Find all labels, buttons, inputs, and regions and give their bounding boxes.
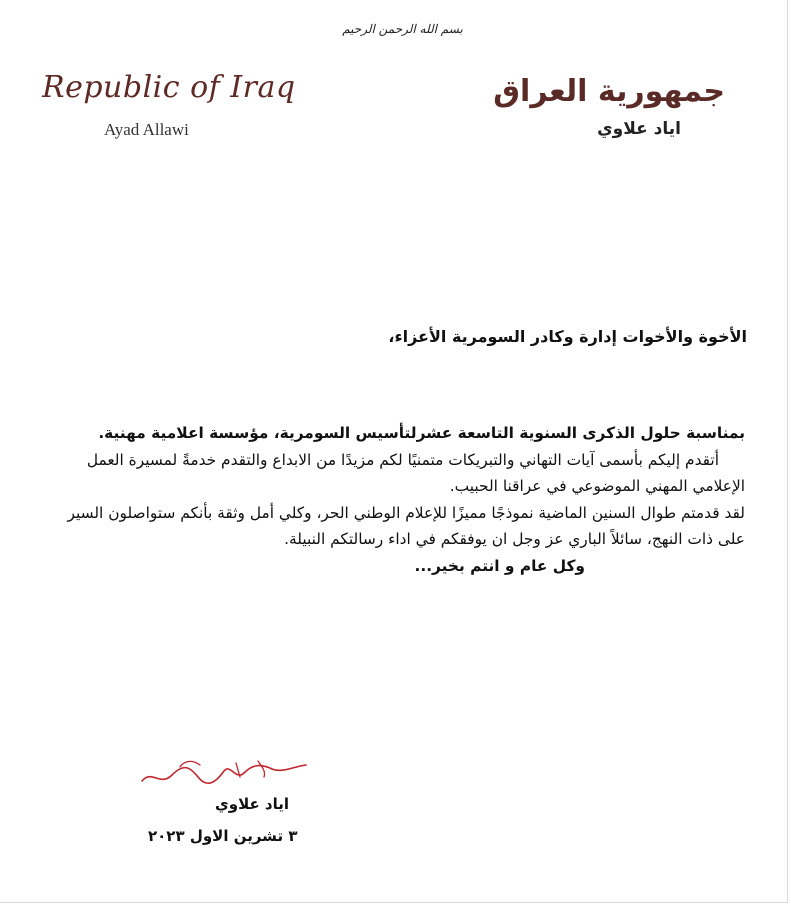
letter-paragraph: بمناسبة حلول الذكرى السنوية التاسعة عشرلتأسيس السومرية، مؤسسة اعلامية مهنية. bbox=[98, 424, 745, 442]
english-letterhead-title: Republic of Iraq bbox=[42, 70, 296, 105]
signature-date: ٣ تشرين الاول ٢٠٢٣ bbox=[148, 827, 298, 845]
letter-paragraph: على ذات النهج، سائلاً الباري عز وجل ان يوفقكم في اداء رسالتكم النبيلة. bbox=[284, 530, 745, 548]
signature-name: اياد علاوي bbox=[215, 795, 290, 813]
letter-body bbox=[33, 420, 745, 579]
letter-paragraph: لقد قدمتم طوال السنين الماضية نموذجًا مميزًا للإعلام الوطني الحر، وكلي أمل وثقة بأنكم ستواصلون السير bbox=[67, 503, 745, 522]
letter-closing: وكل عام و انتم بخير... bbox=[414, 556, 585, 575]
letter-salutation: الأخوة والأخوات إدارة وكادر السومرية الأعزاء، bbox=[388, 327, 747, 346]
arabic-letterhead-title: جمهورية العراق bbox=[493, 74, 725, 109]
basmala: بسم الله الرحمن الرحيم bbox=[342, 22, 463, 36]
signature-icon bbox=[140, 757, 310, 787]
arabic-letterhead-name: اياد علاوي bbox=[597, 119, 681, 139]
english-letterhead-name: Ayad Allawi bbox=[104, 120, 189, 139]
letter-paragraph: الإعلامي المهني الموضوعي في عراقنا الحبيب. bbox=[449, 477, 745, 495]
letter-paragraph: أتقدم إليكم بأسمى آيات التهاني والتبريكات متمنيًا لكم مزيدًا من الابداع والتقدم خدمةً لمسيرة العمل bbox=[86, 450, 719, 469]
